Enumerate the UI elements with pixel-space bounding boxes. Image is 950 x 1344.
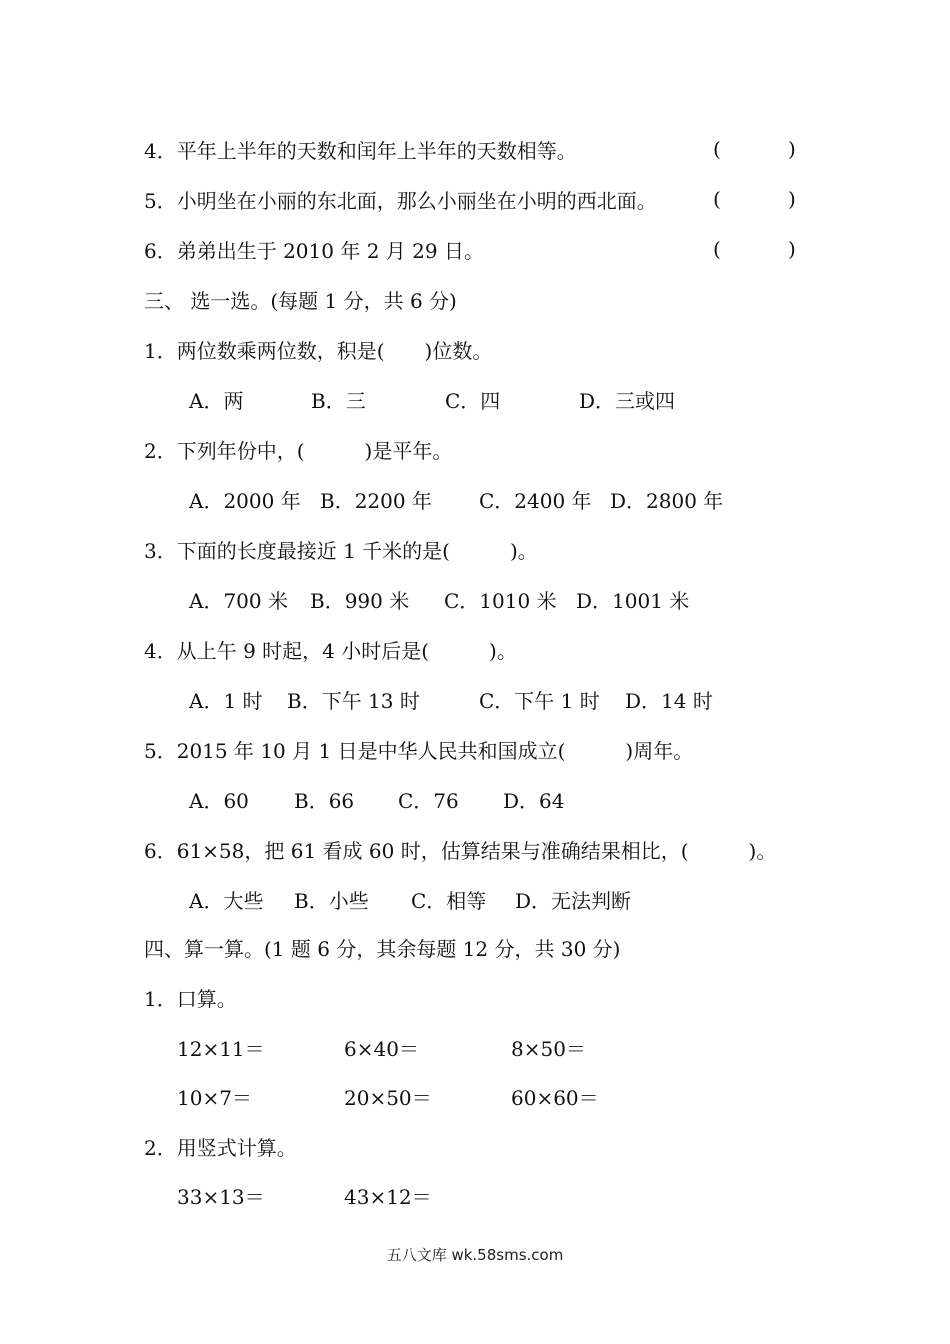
option-b: B．66 <box>294 789 355 813</box>
oral-calc-item: 6×40＝ <box>344 1037 419 1061</box>
option-d: D．14 时 <box>625 689 713 713</box>
vertical-calc-item: 33×13＝ <box>177 1185 265 1209</box>
option-b: B．小些 <box>294 889 369 913</box>
judge-question-4: 4．平年上半年的天数和闰年上半年的天数相等。 <box>144 139 577 163</box>
footer-watermark: 五八文库 wk.58sms.com <box>386 1246 564 1264</box>
option-c: C．四 <box>445 389 501 413</box>
option-a: A．2000 年 <box>189 489 301 513</box>
answer-paren-close: ) <box>788 187 796 211</box>
oral-calc-item: 20×50＝ <box>344 1086 432 1110</box>
option-c: C．76 <box>398 789 459 813</box>
oral-calc-item: 60×60＝ <box>511 1086 599 1110</box>
option-d: D．三或四 <box>579 389 676 413</box>
oral-calc-item: 10×7＝ <box>177 1086 252 1110</box>
option-a: A．两 <box>189 389 244 413</box>
oral-calc-item: 8×50＝ <box>511 1037 586 1061</box>
choice-question-6: 6．61×58，把 61 看成 60 时，估算结果与准确结果相比，( )。 <box>144 839 777 863</box>
judge-question-6: 6．弟弟出生于 2010 年 2 月 29 日。 <box>144 239 484 263</box>
option-c: C．2400 年 <box>479 489 592 513</box>
answer-paren-open: ( <box>713 137 721 161</box>
answer-paren-close: ) <box>788 137 796 161</box>
option-b: B．990 米 <box>310 589 410 613</box>
vertical-calc-item: 43×12＝ <box>344 1185 432 1209</box>
choice-question-4: 4．从上午 9 时起，4 小时后是( )。 <box>144 639 517 663</box>
option-c: C．下午 1 时 <box>479 689 600 713</box>
option-a: A．60 <box>189 789 249 813</box>
option-a: A．大些 <box>189 889 264 913</box>
choice-question-3: 3．下面的长度最接近 1 千米的是( )。 <box>144 539 538 563</box>
option-d: D．无法判断 <box>515 889 632 913</box>
judge-question-5: 5．小明坐在小丽的东北面，那么小丽坐在小明的西北面。 <box>144 189 657 213</box>
option-b: B．2200 年 <box>320 489 432 513</box>
oral-calc-item: 12×11＝ <box>177 1037 265 1061</box>
section-3-title: 三、 选一选。(每题 1 分，共 6 分) <box>144 289 457 313</box>
answer-paren-open: ( <box>713 237 721 261</box>
option-c: C．1010 米 <box>444 589 557 613</box>
choice-question-1: 1．两位数乘两位数，积是( )位数。 <box>144 339 493 363</box>
option-b: B．三 <box>311 389 366 413</box>
option-a: A．1 时 <box>189 689 263 713</box>
option-c: C．相等 <box>411 889 487 913</box>
option-b: B．下午 13 时 <box>287 689 420 713</box>
oral-calc-label: 1．口算。 <box>144 987 237 1011</box>
answer-paren-open: ( <box>713 187 721 211</box>
option-d: D．1001 米 <box>576 589 690 613</box>
option-d: D．64 <box>503 789 565 813</box>
vertical-calc-label: 2．用竖式计算。 <box>144 1136 297 1160</box>
choice-question-5: 5．2015 年 10 月 1 日是中华人民共和国成立( )周年。 <box>144 739 694 763</box>
section-4-title: 四、算一算。(1 题 6 分，其余每题 12 分，共 30 分) <box>144 937 621 961</box>
option-d: D．2800 年 <box>610 489 724 513</box>
answer-paren-close: ) <box>788 237 796 261</box>
choice-question-2: 2．下列年份中，( )是平年。 <box>144 439 453 463</box>
option-a: A．700 米 <box>189 589 288 613</box>
